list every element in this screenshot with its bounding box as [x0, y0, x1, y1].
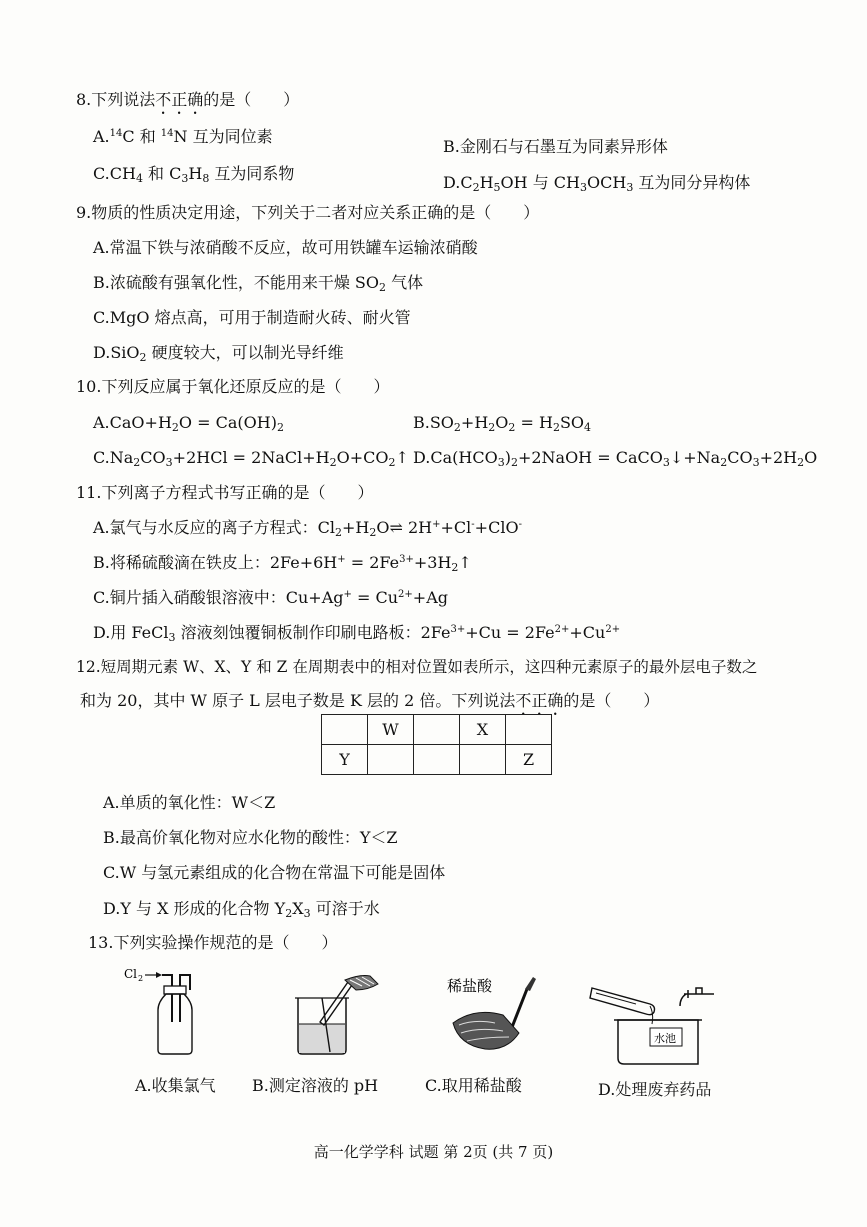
q10-option-b: $B.SO_2+H_2O_2 = H_2SO_4$	[413, 413, 592, 434]
table-cell: X	[460, 715, 506, 745]
q12-option-b: B.最高价氧化物对应水化物的酸性：Y＜Z	[103, 828, 398, 847]
q11-option-a: A.氯气与水反应的离子方程式：$Cl_2+H_2O\rightleftharpoons$ 2H++Cl-+ClO-	[93, 518, 522, 539]
chlorine-label: Cl	[124, 967, 138, 981]
caption-b: B.测定溶液的 pH	[252, 1076, 379, 1095]
q8-option-d: $D.C_2H_5OH$ 与 $CH_3OCH_3$ 互为同分异构体	[443, 173, 751, 194]
q11-option-d: D.用 FeCl$_3$ 溶液刻蚀覆铜板制作印刷电路板：$2Fe^{3+}+Cu = 2Fe^{2+}+Cu^{2+}$	[93, 623, 621, 644]
table-cell: Y	[322, 745, 368, 775]
ph-test-figure	[290, 968, 390, 1058]
table-cell	[414, 715, 460, 745]
sink-figure	[588, 980, 723, 1070]
caption-a: A.收集氯气	[135, 1076, 216, 1095]
table-cell: Z	[506, 745, 552, 775]
q13-stem: 13.下列实验操作规范的是（ ）	[88, 933, 338, 952]
q10-stem: 10.下列反应属于氧化还原反应的是（ ）	[76, 377, 390, 396]
periodic-table-fragment	[321, 714, 552, 775]
q9-option-c: C.MgO 熔点高，可用于制造耐火砖、耐火管	[93, 308, 411, 327]
caption-c: C.取用稀盐酸	[425, 1076, 522, 1095]
q12-stem-line1: 12.短周期元素 W、X、Y 和 Z 在周期表中的相对位置如表所示，这四种元素原子的最外层电子数之	[76, 658, 758, 676]
table-row	[322, 715, 552, 745]
q10-option-a: $A.CaO+H_2O = Ca(OH)_2$	[93, 413, 284, 434]
table-cell	[460, 745, 506, 775]
table-cell: W	[368, 715, 414, 745]
q9-option-a: A.常温下铁与浓硝酸不反应，故可用铁罐车运输浓硝酸	[93, 238, 478, 257]
q8-option-c: $C.CH_4$ 和 $C_3H_8$ 互为同系物	[93, 164, 295, 185]
q9-stem: 9.物质的性质决定用途，下列关于二者对应关系正确的是（ ）	[76, 203, 540, 222]
q8-stem: 8.下列说法不正确的是（ ）	[76, 90, 300, 109]
q12-option-c: C.W 与氢元素组成的化合物在常温下可能是固体	[103, 863, 446, 882]
q12-option-a: A.单质的氧化性：W＜Z	[103, 793, 276, 812]
table-cell	[506, 715, 552, 745]
table-cell	[414, 745, 460, 775]
q9-option-d: D.SiO$_2$ 硬度较大，可以制光导纤维	[93, 343, 344, 364]
table-cell	[322, 715, 368, 745]
table-cell	[368, 745, 414, 775]
dropper-figure	[445, 975, 545, 1060]
table-row	[322, 745, 552, 775]
q12-stem-line2: 和为 20，其中 W 原子 L 层电子数是 K 层的 2 倍。下列说法不正确的是（ ）	[80, 691, 660, 710]
q11-stem: 11.下列离子方程式书写正确的是（ ）	[76, 483, 374, 502]
page-footer: 高一化学学科 试题 第 2页 (共 7 页)	[313, 1143, 554, 1161]
q9-option-b: B.浓硫酸有强氧化性，不能用来干燥 $SO_2$ 气体	[93, 273, 424, 294]
dilute-hcl-label: 稀盐酸	[447, 977, 493, 995]
sink-label: 水池	[654, 1032, 676, 1045]
q10-option-c: $C.Na_2CO_3+2HCl$ = $2NaCl+H_2O+CO_2↑$	[93, 448, 409, 469]
caption-d: D.处理废弃药品	[598, 1080, 712, 1099]
q12-option-d: D.Y 与 X 形成的化合物 $Y_2X_3$ 可溶于水	[103, 899, 380, 920]
q10-option-d: $D.Ca(HCO_3)_2+2NaOH$ = $CaCO_3↓+Na_2CO_3+2H_2O$	[413, 448, 818, 469]
q8-option-b: B.金刚石与石墨互为同素异形体	[443, 137, 668, 156]
q11-option-b: B.将稀硫酸滴在铁皮上：$2Fe+6H^+ = 2Fe^{3+}+3H_2↑$	[93, 553, 472, 574]
chlorine-label-subscript: 2	[138, 974, 144, 983]
q11-option-c: C.铜片插入硝酸银溶液中：$Cu+Ag^+ = Cu^{2+}+Ag$	[93, 588, 448, 607]
q8-option-a: A.$^{14}$C 和 $^{14}$N 互为同位素	[93, 127, 273, 146]
gas-bottle-figure	[118, 962, 208, 1057]
